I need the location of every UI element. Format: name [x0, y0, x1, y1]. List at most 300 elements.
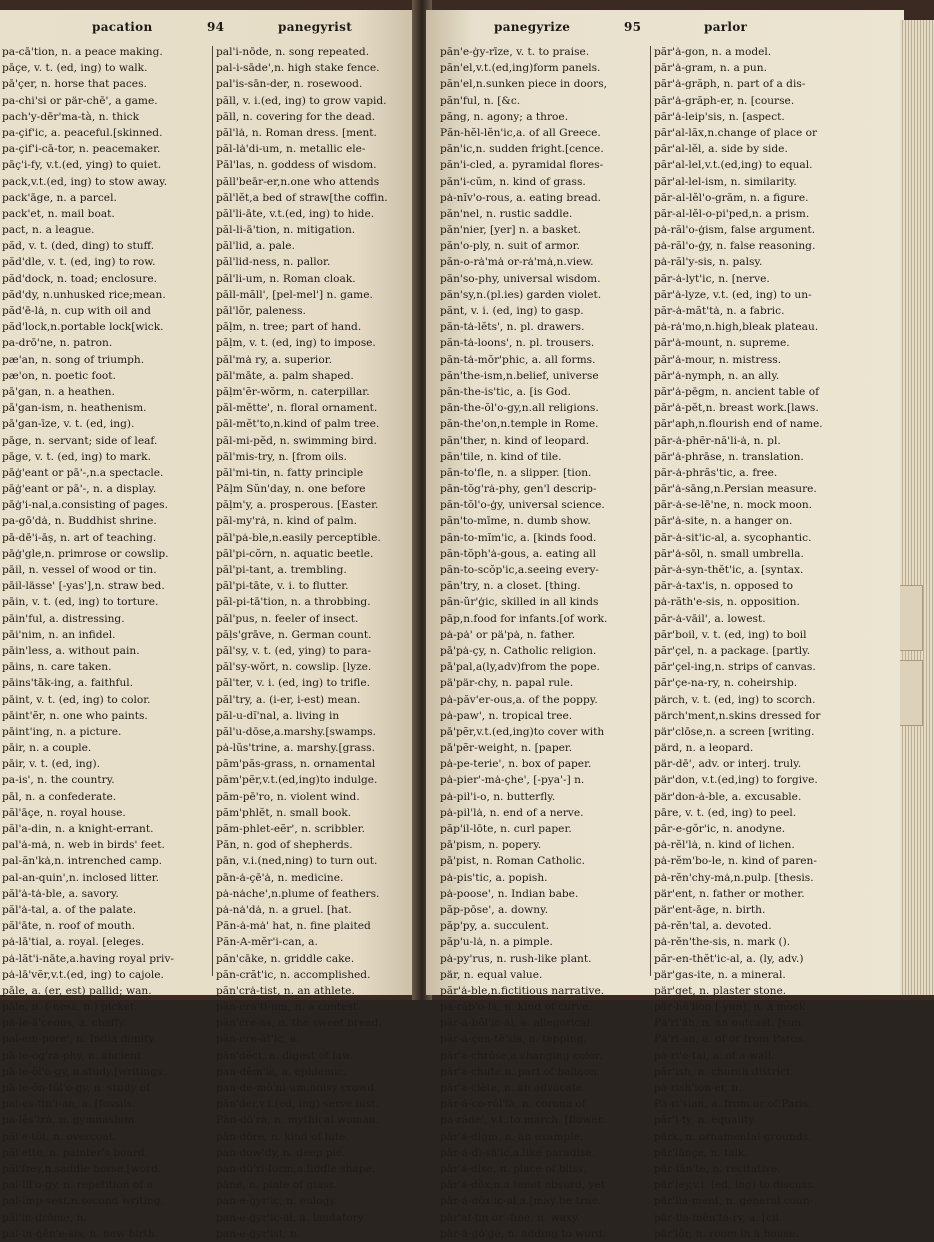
right-page	[426, 10, 904, 1240]
dictionary-entry: pā-le-og'rȧ-phy, n. ancient	[2, 1049, 142, 1062]
guide-word-last: panegyrist	[278, 20, 353, 34]
dictionary-entry: păr'ȧ-mour, n. mistress.	[654, 353, 782, 366]
dictionary-entry: păn'nier, [yer] n. a basket.	[440, 224, 581, 237]
dictionary-entry: păn-to-mĭm'ic, a. [kinds food.	[440, 531, 597, 544]
dictionary-entry: păd'dle, v. t. (ed, ing) to row.	[2, 256, 156, 269]
dictionary-entry: păd, v. t. (ded, ding) to stuff.	[2, 240, 155, 253]
dictionary-entry: pal'ȧ-mȧ, n. web in birds' feet.	[2, 839, 165, 852]
dictionary-entry: pack'āge, n. a parcel.	[2, 191, 117, 204]
dictionary-entry: pāġ'i-nal,a.consisting of pages.	[2, 499, 168, 512]
dictionary-entry: păr'ȧ-clēte, n. an advocate.	[440, 1082, 586, 1094]
dictionary-entry: păn'to-mīme, n. dumb show.	[440, 515, 591, 528]
dictionary-entry: pȧ-paw', n. tropical tree.	[440, 709, 573, 722]
dictionary-entry: păp,n.food for infants.[of work.	[440, 612, 608, 625]
dictionary-entry: păl'pȧ-ble,n.easily perceptible.	[216, 531, 381, 544]
dictionary-entry: păn-cre-ăt'ic, a.	[216, 1033, 300, 1046]
dictionary-entry: păn'dĕct, n. digest of law.	[216, 1049, 354, 1062]
dictionary-entry: pȧ-pil'i-o, n. butterfly.	[440, 790, 556, 803]
dictionary-entry: păr'ȧ-nymph, n. an ally.	[654, 369, 780, 382]
dictionary-entry: pȧ-răth'e-sis, n. opposition.	[654, 596, 800, 609]
dictionary-entry: păr'i-ty, n. equality.	[654, 1114, 757, 1127]
dictionary-entry: păn'cre-as, n. the sweet bread.	[216, 1017, 382, 1030]
dictionary-entry: păn-tȧ-mŏr'phic, a. all forms.	[440, 353, 596, 366]
dictionary-entry: pā'pist, n. Roman Catholic.	[440, 855, 586, 868]
dictionary-entry: păr-ȧ-măt'tȧ, n. a fabric.	[654, 305, 785, 317]
dictionary-entry: pāins, n. care taken.	[2, 661, 112, 674]
dictionary-entry: pȧ-răl'o-ġism, false argument.	[654, 224, 816, 237]
dictionary-entry: păl-li-ā'tion, n. mitigation.	[216, 224, 356, 237]
dictionary-entry: păl'lid-ness, n. pallor.	[216, 256, 331, 269]
dictionary-entry: pā'gan-ism, n. heathenism.	[2, 402, 147, 415]
dictionary-entry: pā'pẽr,v.t.(ed,ing)to cover with	[440, 725, 605, 738]
dictionary-entry: pȧ-lĕs'trȧ, n. gymnasium.	[2, 1114, 138, 1127]
dictionary-entry: păl'sy, v. t. (ed, ying) to para-	[216, 644, 372, 657]
dictionary-entry: păr'aph,n.flourish end of name.	[654, 418, 823, 431]
page-number: 94	[207, 20, 225, 34]
dictionary-entry: pack,v.t.(ed, ing) to stow away.	[2, 175, 168, 188]
dictionary-entry: păn'crȧ-tist, n. an athlete.	[216, 984, 355, 997]
dictionary-entry: pan-e-ġyr'ic, n. eulogy.	[216, 1195, 338, 1208]
dictionary-entry: pāin'less, a. without pain.	[2, 644, 140, 657]
dictionary-entry: păl'in-drōme, n.	[2, 1211, 87, 1224]
dictionary-entry: păll-măll', [pel-mel'] n. game.	[216, 288, 373, 301]
dictionary-entry: păr'ȧ-gon, n. a model.	[654, 46, 772, 58]
dictionary-entry: păd'dock, n. toad; enclosure.	[2, 272, 158, 285]
dictionary-entry: Păn-hĕl-lĕn'ic,a. of all Greece.	[440, 126, 601, 139]
dictionary-entry: pal-an-quin',n. inclosed litter.	[2, 871, 160, 884]
dictionary-entry: pan-dū'ri-form,a.fiddle shape.	[216, 1162, 376, 1175]
dictionary-entry: pāins'tāk-ing, a. faithful.	[2, 677, 134, 690]
dictionary-entry: pāi'nim, n. an infidel.	[2, 628, 116, 641]
dictionary-entry: păr'af-fin or -fine, n. waxy.	[440, 1211, 580, 1224]
dictionary-entry: pāġ'eant or pā'-, n. a display.	[2, 483, 157, 496]
dictionary-entry: pa-çif'ic, a. peaceful.[skinned.	[2, 126, 163, 139]
dictionary-entry: păl'e-tŏt, n. overcoat.	[2, 1130, 117, 1143]
dictionary-entry: pȧ-pis'tic, a. popish.	[440, 871, 548, 884]
dictionary-entry: pȧ-rĕm'bo-le, n. kind of paren-	[654, 855, 817, 868]
dictionary-entry: pal-em-pore', n. India dimity.	[2, 1033, 157, 1046]
dictionary-entry: păr'ȧ-dŏx,n.a tenet absurd, yet	[440, 1179, 606, 1192]
left-column-2	[216, 44, 414, 1242]
guide-word-first: pacation	[92, 20, 153, 34]
dictionary-entry: păl'ter, v. i. (ed, ing) to trifle.	[216, 677, 370, 690]
dictionary-entry: păl'ȧ-tȧ-ble, a. savory.	[2, 887, 119, 900]
dictionary-entry: pa-gō'dȧ, n. Buddhist shrine.	[2, 515, 157, 528]
dictionary-entry: pär'get, n. plaster stone.	[654, 984, 787, 997]
dictionary-entry: păl'try, a. (i-er, i-est) mean.	[216, 693, 361, 706]
dictionary-entry: păp'il-lōte, n. curl paper.	[440, 823, 572, 835]
dictionary-entry: pär'lia-ment, n. general coun-	[654, 1195, 814, 1208]
dictionary-entry: pa-çif'i-cā-tor, n. peacemaker.	[2, 143, 161, 156]
dictionary-entry: păr'ish, n. church district.	[654, 1065, 794, 1078]
dictionary-entry: păn'e-ġy-rīze, v. t. to praise.	[440, 46, 590, 58]
dictionary-entry: păn'so-phy, universal wisdom.	[440, 272, 601, 285]
dictionary-entry: pæ'an, n. song of triumph.	[2, 353, 145, 366]
dictionary-entry: păl-mi-pĕd, n. swimming bird.	[216, 434, 377, 447]
dictionary-entry: pănt, v. i. (ed, ing) to gasp.	[440, 305, 584, 317]
dictionary-entry: păr'ȧ-diġm, n. an example.	[440, 1130, 584, 1143]
dictionary-entry: pā'pism, n. popery.	[440, 839, 542, 852]
dictionary-entry: pär'don-ȧ-ble, a. excusable.	[654, 790, 802, 803]
dictionary-entry: păl'lid, a. pale.	[216, 240, 295, 253]
dictionary-entry: pāir, v. t. (ed, ing).	[2, 758, 100, 771]
dictionary-entry: pȧ-pe-terie', n. box of paper.	[440, 758, 592, 771]
dictionary-entry: păll'beār-er,n.one who attends	[216, 175, 380, 188]
page-edges	[900, 20, 934, 995]
right-column-1	[440, 44, 648, 1242]
dictionary-entry: pān, v.i.(ned,ning) to turn out.	[216, 855, 378, 868]
dictionary-entry: pa-cā'tion, n. a peace making.	[2, 46, 163, 58]
dictionary-entry: păn'o-ply, n. suit of armor.	[440, 240, 580, 253]
dictionary-entry: păn'ic,n. sudden fright.[cence.	[440, 143, 604, 156]
dictionary-entry: păl'mis-try, n. [from oils.	[216, 450, 347, 463]
dictionary-entry: păn'el,n.sunken piece in doors,	[440, 78, 608, 91]
guide-word-last: parlor	[704, 20, 748, 34]
dictionary-entry: păn-to'fle, n. a slipper. [tion.	[440, 466, 592, 479]
dictionary-entry: pär'ent-āge, n. birth.	[654, 903, 766, 916]
dictionary-entry: pal-imp-sest,n.second writing.	[2, 1195, 164, 1208]
dictionary-entry: pȧ-lā'tial, a. royal. [eleges.	[2, 936, 145, 949]
dictionary-entry: pāil-lässe' [-yas'],n. straw bed.	[2, 580, 165, 593]
dictionary-entry: păr'ȧ-grăph-er, n. [course.	[654, 94, 795, 107]
dictionary-entry: păn-ŭr'ġic, skilled in all kinds	[440, 596, 599, 609]
dictionary-entry: pȧ-păv'er-ous,a. of the poppy.	[440, 693, 598, 706]
dictionary-entry: pȧ-pil'lȧ, n. end of a nerve.	[440, 806, 584, 819]
dictionary-entry: pär'lānçe, n. talk.	[654, 1146, 748, 1159]
dictionary-entry: pāint, v. t. (ed, ing) to color.	[2, 693, 151, 706]
dictionary-entry: păr-e-gŏr'ic, n. anodyne.	[654, 823, 786, 835]
dictionary-entry: păl-mĕt'to,n.kind of palm tree.	[216, 418, 380, 431]
dictionary-entry: pāle, n. (-ness, n.) picket.	[2, 1001, 138, 1014]
dictionary-entry: păn-to-scŏp'ic,a.seeing every-	[440, 564, 600, 576]
dictionary-entry: pal'i-nōde, n. song repeated.	[216, 46, 370, 58]
dictionary-entry: pär'gas-ite, n. a mineral.	[654, 968, 786, 981]
dictionary-entry: păn'try, n. a closet. [thing.	[440, 580, 581, 593]
dictionary-entry: păl'u-dōse,a.marshy.[swamps.	[216, 725, 376, 738]
dictionary-entry: păr-ȧ-phẽr-nă'li-ȧ, n. pl.	[654, 434, 781, 447]
dictionary-entry: păr-ȧ-tax'is, n. opposed to	[654, 580, 794, 593]
dictionary-entry: păr'ȧ-mount, n. supreme.	[654, 337, 790, 350]
dictionary-entry: pȧ-pȧ' or pä'pȧ, n. father.	[440, 628, 576, 641]
dictionary-entry: pȧ-rĕn'chy-mȧ,n.pulp. [thesis.	[654, 871, 814, 884]
guide-word-first: panegyrize	[494, 20, 571, 34]
dictionary-entry: păl'āçe, n. royal house.	[2, 806, 126, 819]
dictionary-entry: Păn-ȧ-mȧ' hat, n. fine plaited	[216, 920, 371, 933]
dictionary-entry: pā-le-ŏn-tŏl'o-gy, n. study of	[2, 1082, 151, 1094]
dictionary-entry: pā'gan, n. a heathen.	[2, 385, 115, 398]
dictionary-entry: pȧ-rĕl'lȧ, n. kind of lichen.	[654, 839, 795, 852]
dictionary-entry: pāge, n. servant; side of leaf.	[2, 434, 158, 447]
dictionary-entry: Păl'las, n. goddess of wisdom.	[216, 159, 377, 172]
dictionary-entry: pāġ'gle,n. primrose or cowslip.	[2, 547, 169, 560]
dictionary-entry: păr'ȧ-pēgm, n. ancient table of	[654, 385, 819, 398]
dictionary-entry: păn-the-ŏl'o-gy,n.all religions.	[440, 402, 599, 415]
dictionary-entry: pȧ-nĭv'o-rous, a. eating bread.	[440, 191, 602, 204]
dictionary-entry: pān-ȧ-çē'ȧ, n. medicine.	[216, 871, 344, 884]
dictionary-entry: pāin, v. t. (ed, ing) to torture.	[2, 596, 159, 609]
dictionary-entry: pär-dē', adv. or interj. truly.	[654, 758, 802, 771]
dictionary-entry: pal-ăn'kȧ,n. intrenched camp.	[2, 855, 163, 868]
dictionary-entry: păl'pi-tant, a. trembling.	[216, 564, 347, 576]
dictionary-entry: păr'çel-ing,n. strips of canvas.	[654, 661, 816, 674]
dictionary-entry: Pȧ-ri'sian, a. from or of Paris.	[654, 1098, 812, 1111]
dictionary-entry: păn-the-is'tic, a. [is God.	[440, 385, 571, 398]
dictionary-entry: pär'lŏr, n. room in a house.	[654, 1227, 799, 1240]
dictionary-entry: păp-pōse', a. downy.	[440, 903, 549, 916]
dictionary-entry: păr'ȧ-sāng,n.Persian measure.	[654, 483, 817, 496]
dictionary-entry: păl-lȧ'di-um, n. metallic ele-	[216, 143, 366, 156]
dictionary-entry: pāint'ing, n. a picture.	[2, 725, 122, 738]
dictionary-entry: păn-tŏg'rȧ-phy, gen'l descrip-	[440, 483, 597, 496]
dictionary-entry: păl'ȧ-tal, a. of the palate.	[2, 903, 137, 916]
dictionary-entry: păr'ȧ-sōl, n. small umbrella.	[654, 547, 804, 560]
dictionary-entry: pȧ-nȧ'dȧ, n. a gruel. [hat.	[216, 903, 352, 916]
dictionary-entry: păl'lĕt,a bed of straw[the coffin.	[216, 191, 388, 204]
left-page	[0, 10, 418, 1240]
dictionary-entry: pȧ-rish'ion-er, n.	[654, 1082, 742, 1094]
dictionary-entry: păl'a-din, n. a knight-errant.	[2, 823, 154, 835]
dictionary-entry: păn'el,v.t.(ed,ing)form panels.	[440, 62, 601, 75]
dictionary-entry: păr-ȧ-co-rōl'lȧ, n. corona of	[440, 1098, 586, 1111]
dictionary-entry: păm'păs-grass, n. ornamental	[216, 758, 376, 771]
dictionary-entry: pa-drō'ne, n. patron.	[2, 337, 113, 350]
dictionary-entry: păn'i-cled, a. pyramidal flores-	[440, 159, 604, 172]
dictionary-entry: păn'tile, n. kind of tile.	[440, 450, 562, 463]
dictionary-entry: pȧ-rĕn'the-sis, n. mark ().	[654, 936, 791, 949]
dictionary-entry: păr'al-lel,v.t.(ed,ing) to equal.	[654, 159, 813, 172]
dictionary-entry: pär'ley,v.i. (ed, ing) to discuss.	[654, 1179, 816, 1192]
dictionary-entry: păr-en-thĕt'ic-al, a. (ly, adv.)	[654, 952, 804, 965]
dictionary-entry: pā'pal,a(ly,adv)from the pope.	[440, 661, 600, 674]
dictionary-entry: păr'ȧ-pĕt,n. breast work.[laws.	[654, 402, 819, 415]
dictionary-entry: păr-ȧ-gō'ge, n. adding to word.	[440, 1227, 606, 1240]
dictionary-entry: păn-crăt'ic, n. accomplished.	[216, 968, 371, 981]
dictionary-entry: pāil, n. vessel of wood or tin.	[2, 564, 157, 576]
column-divider	[650, 46, 651, 976]
dictionary-entry: păl'sy-wŏrt, n. cowslip. [lyze.	[216, 661, 372, 674]
dictionary-entry: pär'ent, n. father or mother.	[654, 887, 805, 900]
right-page-header	[426, 20, 904, 40]
dictionary-entry: pack'et, n. mail boat.	[2, 207, 115, 220]
dictionary-entry: pa-is', n. the country.	[2, 774, 115, 787]
dictionary-entry: păr'al-lăx,n.change of place or	[654, 126, 818, 139]
dictionary-entry: păl-pi-tā'tion, n. a throbbing.	[216, 596, 371, 609]
dictionary-entry: păl'lȧ, n. Roman dress. [ment.	[216, 126, 377, 139]
thumb-index-tab[interactable]	[900, 585, 923, 651]
dictionary-entry: păr-al-lĕl-o-pi'ped,n. a prism.	[654, 207, 810, 220]
dictionary-entry: păr-ȧ-lyt'ic, n. [nerve.	[654, 272, 770, 285]
dictionary-entry: pā'pȧ-çy, n. Catholic religion.	[440, 644, 597, 657]
dictionary-entry: păd'ē-lȧ, n. cup with oil and	[2, 305, 151, 317]
dictionary-entry: păn'ful, n. [&c.	[440, 94, 521, 107]
dictionary-entry: păr'ȧ-gram, n. a pun.	[654, 62, 767, 75]
dictionary-entry: păm-pē'ro, n. violent wind.	[216, 790, 360, 803]
dictionary-entry: Pȧ'ri'āh, n. an outcast. [sun.	[654, 1017, 805, 1030]
dictionary-entry: păr'ȧ-leip'sis, n. [aspect.	[654, 110, 785, 123]
dictionary-entry: păl'māte, a. palm shaped.	[216, 369, 354, 382]
dictionary-entry: păll, n. covering for the dead.	[216, 110, 376, 123]
dictionary-entry: pär'don, v.t.(ed,ing) to forgive.	[654, 774, 818, 787]
dictionary-entry: păng, n. agony; a throe.	[440, 110, 569, 123]
dictionary-entry: păr-ȧ-dŏx'ic-al,a.[may be true.	[440, 1195, 602, 1208]
dictionary-entry: păn'sy,n.(pl.ies) garden violet.	[440, 288, 602, 301]
dictionary-entry: pā-le-ŏl'o-gy, n.study.[writings.	[2, 1065, 166, 1078]
dictionary-entry: păr'ȧ-phrāse, n. translation.	[654, 450, 804, 463]
dictionary-entry: păḷm'y, a. prosperous. [Easter.	[216, 499, 379, 512]
dictionary-entry: pä'pär-chy, n. papal rule.	[440, 677, 574, 690]
dictionary-entry: pal-es-tin'i-an, a. [fossils.	[2, 1098, 136, 1111]
dictionary-entry: păm'phlĕt, n. small book.	[216, 806, 352, 819]
dictionary-entry: păr-ȧ-vāil', a. lowest.	[654, 612, 766, 625]
dictionary-entry: pȧ-răde', v.t. to march. [flower.	[440, 1114, 605, 1127]
dictionary-entry: păl'ette, n. painter's board.	[2, 1146, 149, 1159]
page-number: 95	[624, 20, 642, 34]
dictionary-entry: păm'pẽr,v.t.(ed,ing)to indulge.	[216, 774, 378, 787]
dictionary-entry: pāç'i-fy, v.t.(ed, ying) to quiet.	[2, 159, 162, 172]
dictionary-entry: păl'mȧ ry, a. superior.	[216, 353, 332, 366]
dictionary-entry: pȧ-lăt'i-nāte,a.having royal priv-	[2, 952, 175, 965]
dictionary-entry: păl-mĕtte', n. floral ornament.	[216, 402, 378, 415]
left-page-header	[0, 20, 418, 40]
dictionary-entry: pāl, n. a confederate.	[2, 790, 117, 803]
dictionary-entry: păl-my'rȧ, n. kind of palm.	[216, 515, 358, 528]
dictionary-entry: păn'der,v.t.(ed, ing) serve lust.	[216, 1098, 379, 1111]
dictionary-entry: păr'ȧ-site, n. a hanger on.	[654, 515, 793, 528]
dictionary-entry: păr'al-lĕl, a. side by side.	[654, 143, 788, 156]
dictionary-entry: păd'dy, n.unhusked rice;mean.	[2, 288, 166, 301]
dictionary-entry: păn-the'on,n.temple in Rome.	[440, 418, 599, 431]
dictionary-entry: pach'y-dēr'ma-tà, n. thick	[2, 110, 139, 123]
dictionary-entry: pȧ-nȧche',n.plume of feathers.	[216, 887, 380, 900]
dictionary-entry: pan-dow'dy, n. deep pie.	[216, 1146, 346, 1159]
dictionary-entry: păl'mi-tin, n. fatty principle	[216, 466, 364, 479]
dictionary-entry: păl'li-āte, v.t.(ed, ing) to hide.	[216, 207, 375, 220]
dictionary-entry: păn-o-rȧ'mȧ or-rȧ'mȧ,n.view.	[440, 256, 594, 269]
dictionary-entry: păm-phlet-eẽr', n. scribbler.	[216, 823, 365, 835]
dictionary-entry: pā'pẽr-weight, n. [paper.	[440, 742, 573, 755]
dictionary-entry: pāint'ẽr, n. one who paints.	[2, 709, 148, 722]
dictionary-entry: păn-tŏph'ȧ-gous, a. eating all	[440, 547, 597, 560]
dictionary-entry: păll, v. i.(ed, ing) to grow vapid.	[216, 94, 387, 107]
dictionary-entry: păn'i-cŭm, n. kind of grass.	[440, 175, 586, 188]
dictionary-entry: păp'py, a. succulent.	[440, 920, 549, 933]
dictionary-entry: pȧ-rĕn'tal, a. devoted.	[654, 920, 772, 933]
dictionary-entry: păr-ȧ-phrăs'tic, a. free.	[654, 466, 778, 479]
dictionary-entry: păl'pus, n. feeler of insect.	[216, 612, 359, 625]
dictionary-entry: pärch, v. t. (ed, ing) to scorch.	[654, 693, 816, 706]
dictionary-entry: pȧ-lŭs'trine, a. marshy.[grass.	[216, 742, 375, 755]
dictionary-entry: păl'lŏr, paleness.	[216, 305, 306, 317]
dictionary-entry: pȧ-ri'e-tal, a. of a wall.	[654, 1049, 775, 1062]
dictionary-entry: păp'u-lȧ, n. a pimple.	[440, 936, 553, 949]
dictionary-entry: pal-i-sāde',n. high stake fence.	[216, 62, 380, 75]
dictionary-entry: păr'ȧ-grăph, n. part of a dis-	[654, 78, 806, 91]
dictionary-entry: păr'ȧ-chrōse,a.changing color.	[440, 1049, 603, 1062]
dictionary-entry: păn-tŏl'o-ġy, universal science.	[440, 499, 605, 512]
dictionary-entry: pȧ-lā'vẽr,v.t.(ed, ing) to cajole.	[2, 968, 164, 981]
thumb-index-tab[interactable]	[900, 660, 923, 726]
dictionary-entry: pärd, n. a leopard.	[654, 742, 754, 755]
dictionary-entry: păr'boil, v. t. (ed, ing) to boil	[654, 628, 807, 641]
dictionary-entry: pāġ'eant or pā'-,n.a spectacle.	[2, 466, 164, 479]
dictionary-entry: păn'nel, n. rustic saddle.	[440, 207, 573, 220]
dictionary-entry: păr'al-lel-ism, n. similarity.	[654, 175, 797, 188]
dictionary-entry: pāle, a. (er, est) pallid; wan.	[2, 984, 152, 997]
dictionary-entry: păr-ȧ-sit'ic-al, a. sycophantic.	[654, 531, 812, 544]
dictionary-entry: pa-chi'si or pär-chē', a game.	[2, 94, 158, 107]
dictionary-entry: păl'āte, n. roof of mouth.	[2, 920, 136, 933]
dictionary-entry: păr-ȧ-di-sā'ic,a.like paradise.	[440, 1146, 595, 1159]
dictionary-entry: păn-crȧ'ti-um, n. a contest.	[216, 1001, 361, 1014]
dictionary-entry: păn-dōre, n. kind of lute.	[216, 1130, 349, 1143]
dictionary-entry: păr-ȧ-se-lē'ne, n. mock moon.	[654, 499, 813, 512]
dictionary-entry: pāir, n. a couple.	[2, 742, 92, 755]
dictionary-entry: pan-e-ġyr'ist, n.	[216, 1227, 301, 1240]
dictionary-entry: păr'çel, n. a package. [partly.	[654, 644, 811, 657]
dictionary-entry: păr-ȧ-syn-thĕt'ic, a. [syntax.	[654, 564, 804, 576]
dictionary-entry: pȧ-py'rus, n. rush-like plant.	[440, 952, 592, 965]
dictionary-entry: pact, n. a league.	[2, 224, 95, 237]
dictionary-entry: păr'ȧ-chute,n. part of balloon.	[440, 1065, 601, 1078]
dictionary-entry: păḷs'grāve, n. German count.	[216, 628, 372, 641]
dictionary-entry: păl'pi-cŏrn, n. aquatic beetle.	[216, 547, 374, 560]
dictionary-entry: păr'çe-na-ry, n. coheirship.	[654, 677, 798, 690]
left-column-1	[2, 44, 212, 1242]
dictionary-entry: pȧ-pier'-mȧ-çhe', [-pya'-] n.	[440, 774, 585, 787]
dictionary-entry: pȧ-răl'y-sis, n. palsy.	[654, 256, 763, 269]
dictionary-entry: păl'frey,n.saddle horse.[word.	[2, 1162, 162, 1175]
dictionary-entry: pär-lia-mĕn'tȧ-ry, a. [cil.	[654, 1211, 783, 1224]
dictionary-entry: pȧ-răl'o-ġy, n. false reasoning.	[654, 240, 816, 253]
dictionary-entry: păr'ȧ-dise, n. place of bliss.	[440, 1162, 587, 1175]
dictionary-entry: pal-lil'o-gy, n. repetition of a	[2, 1179, 153, 1192]
dictionary-entry: pā'çer, n. horse that paces.	[2, 78, 147, 91]
dictionary-entry: pāçe, v. t. (ed, ing) to walk.	[2, 62, 148, 75]
dictionary-entry: pā'gan-īze, v. t. (ed, ing).	[2, 418, 135, 431]
dictionary-entry: pȧ-rȧ'mo,n.high,bleak plateau.	[654, 321, 819, 334]
right-column-2	[654, 44, 900, 1242]
dictionary-entry: Păn-A-mĕr'i-can, a.	[216, 936, 318, 949]
dictionary-entry: pär'clōse,n. a screen [writing.	[654, 725, 815, 738]
dictionary-entry: pāne, n. plate of glass.	[216, 1179, 338, 1192]
dictionary-entry: pā-le-ā'ceous, a. chaffy.	[2, 1017, 127, 1030]
dictionary-entry: păl'pi-tāte, v. i. to flutter.	[216, 580, 349, 593]
dictionary-entry: păl-u-dĭ'nal, a. living in	[216, 709, 340, 722]
dictionary-entry: păl'li-um, n. Roman cloak.	[216, 272, 356, 285]
dictionary-entry: pāin'ful, a. distressing.	[2, 612, 125, 625]
dictionary-entry: pāge, v. t. (ed, ing) to mark.	[2, 450, 151, 463]
dictionary-entry: păḷm'ẽr-wŏrm, n. caterpillar.	[216, 385, 370, 398]
dictionary-entry: Pȧ'ri-an, a. of or from Paros.	[654, 1033, 806, 1046]
dictionary-entry: păr'ȧ-ble,n.fictitious narrative.	[440, 984, 605, 997]
dictionary-entry: pal'is-sān-der, n. rosewood.	[216, 78, 363, 91]
dictionary-entry: păn'ther, n. kind of leopard.	[440, 434, 590, 447]
dictionary-entry: păḷm, v. t. (ed, ing) to impose.	[216, 337, 376, 350]
dictionary-entry: păn'cāke, n. griddle cake.	[216, 952, 355, 965]
dictionary-entry: pæ'on, n. poetic foot.	[2, 369, 116, 382]
dictionary-entry: păr-ȧ-bŏl'ic-al, a. allegorical.	[440, 1017, 594, 1030]
dictionary-entry: păr-al-lĕl'o-grăm, n. a figure.	[654, 191, 809, 204]
dictionary-entry: păn-tȧ-lĕts', n. pl. drawers.	[440, 321, 585, 334]
dictionary-entry: păn'the-ism,n.belief, universe	[440, 369, 599, 382]
dictionary-entry: Păn-dō'rȧ, n. mythical woman.	[216, 1114, 380, 1127]
dictionary-entry: păn-tȧ-loons', n. pl. trousers.	[440, 337, 595, 350]
dictionary-entry: pärch'ment,n.skins dressed for	[654, 709, 821, 722]
dictionary-entry: Păn, n. god of shepherds.	[216, 839, 353, 852]
dictionary-entry: pan-e-ġyr'ic-al, a. laudatory.	[216, 1211, 366, 1224]
dictionary-entry: pär-hē'lion [-yun], n. a mock	[654, 1001, 806, 1014]
dictionary-entry: pal-in-ġĕn'e-sis, n. new birth.	[2, 1227, 159, 1240]
